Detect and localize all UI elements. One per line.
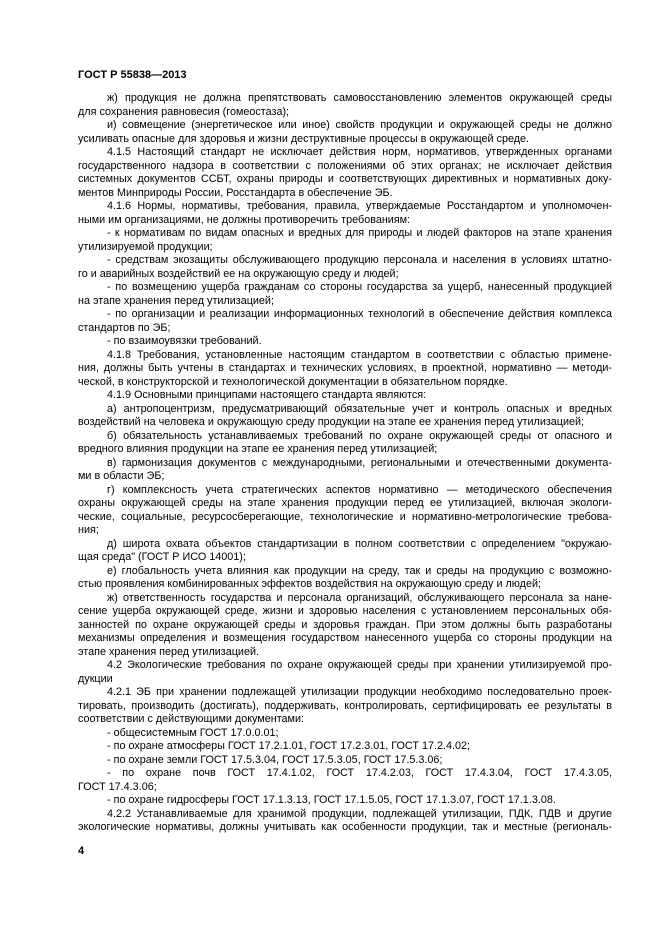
text-line: занностей по охране окружающей среды и здоровья граждан. При этом должны быть разработаны: [78, 618, 612, 631]
paragraph: [78, 389, 612, 403]
paragraph: [78, 794, 612, 808]
text-line: 4.2.2 Устанавливаемые для хранимой продукции, подлежащей утилизации, ПДК, ПДВ и другие: [107, 807, 612, 820]
text-line: - по организации и реализации информационных технологий в обеспечение действия комплекса: [107, 308, 612, 320]
paragraph: [78, 119, 612, 146]
page-number: 4: [78, 845, 85, 857]
text-line: - по взаимоувязки требований.: [107, 335, 262, 347]
text-line: ния, должны быть учтены в стандартах и технических условиях, в проектной, нормативно — методи-: [78, 362, 612, 374]
paragraph: [78, 484, 612, 538]
text-line: вредного влияния продукции на этапе ее хранения перед утилизацией;: [78, 443, 438, 455]
text-line: механизмы определения и возмещения государством нанесенного ущерба со стороны продукции на: [78, 632, 612, 644]
text-line: для сохранения равновесия (гомеостаза);: [78, 105, 290, 118]
text-line: го и аварийных воздействий ее на окружающую среду и людей;: [78, 267, 399, 280]
paragraph: [78, 146, 612, 200]
paragraph: [78, 335, 612, 349]
paragraph: [78, 430, 612, 457]
text-line: д) широта охвата объектов стандартизации в полном соответствии с определением "окружаю-: [107, 537, 612, 550]
paragraph: [78, 565, 612, 592]
paragraph: [78, 254, 612, 281]
paragraph: [78, 227, 612, 254]
document-header: ГОСТ Р 55838—2013: [78, 69, 187, 81]
text-line: стандартов по ЭБ;: [78, 321, 171, 334]
text-line: 4.1.5 Настоящий стандарт не исключает действия норм, нормативов, утвержденных органами: [107, 146, 612, 158]
paragraph: [78, 92, 612, 119]
text-line: - общесистемным ГОСТ 17.0.0.01;: [107, 726, 279, 739]
text-line: воздействий на человека и окружающую среду продукции на этапе ее хранения перед утилизацией;: [78, 416, 585, 428]
text-line: ментов Минприроды России, Росстандарта в обеспечение ЭБ.: [78, 186, 393, 199]
text-line: ческой, в конструкторской и технологической документации в обязательном порядке.: [78, 375, 508, 388]
text-line: г) комплексность учета стратегических аспектов нормативно — методического обеспечения: [107, 483, 612, 496]
text-line: утилизируемой продукции;: [78, 240, 213, 253]
text-line: ж) продукция не должна препятствовать самовосстановлению элементов окружающей среды: [107, 92, 612, 104]
text-line: ми в области ЭБ;: [78, 470, 165, 482]
text-line: - средствам экозащиты обслуживающего продукцию персонала и населения в условиях штатно-: [107, 254, 612, 266]
document-body: [78, 92, 612, 835]
text-line: охраны окружающей среды на этапе хранения продукции перед ее утилизацией, включая экологи-: [78, 497, 612, 509]
paragraph: [78, 403, 612, 430]
text-line: 4.1.9 Основными принципами настоящего стандарта являются:: [107, 389, 427, 401]
paragraph: [78, 308, 612, 335]
paragraph: [78, 457, 612, 484]
paragraph: [78, 538, 612, 565]
text-line: а) антропоцентризм, предусматривающий обязательные учет и контроль опасных и вредных: [107, 402, 612, 415]
text-line: соответствии с действующими документами:: [78, 713, 305, 725]
text-line: - по охране земли ГОСТ 17.5.3.04, ГОСТ 17.5.3.05, ГОСТ 17.5.3.06;: [107, 753, 443, 766]
paragraph: [78, 281, 612, 308]
text-line: стью проявления комбинированных эффектов воздействия на окружающую среду и людей;: [78, 578, 541, 590]
text-line: системных документов ССБТ, охраны природы и соответствующих директивных и нормативных доку-: [78, 173, 612, 185]
text-line: сение ущерба окружающей среде, жизни и здоровью населения с установлением персональных обя-: [78, 605, 612, 617]
text-line: тировать, производить (достигать), поддерживать, контролировать, сертифицировать ее результаты в: [78, 699, 612, 712]
paragraph: [78, 592, 612, 660]
text-line: дукции: [78, 672, 113, 685]
paragraph: [78, 727, 612, 741]
paragraph: [78, 754, 612, 768]
text-line: экологические нормативы, должны учитывать как особенности продукции, так и местные (региональ-: [78, 821, 612, 833]
text-line: ния;: [78, 524, 99, 536]
paragraph: [78, 659, 612, 686]
text-line: государственного надзора в соответствии с положениями об этих органах; не исключает действия: [78, 159, 612, 172]
text-line: щая среда" (ГОСТ Р ИСО 14001);: [78, 551, 246, 563]
text-line: 4.1.6 Нормы, нормативы, требования, правила, утверждаемые Росстандартом и уполномочен-: [107, 200, 612, 212]
text-line: ческие, социальные, ресурсосберегающие, технологические и нормативно-метрологические требова-: [78, 510, 612, 523]
text-line: усиливать опасные для здоровья и жизни деструктивные процессы в окружающей среде.: [78, 132, 530, 145]
text-line: ными им организациями, не должны противоречить требованиям:: [78, 213, 411, 226]
text-line: в) гармонизация документов с международными, региональными и отечественными документа-: [107, 456, 612, 469]
text-line: 4.1.8 Требования, установленные настоящим стандартом в соответствии с областью примене-: [107, 348, 612, 361]
paragraph: [78, 767, 612, 794]
text-line: ж) ответственность государства и персонала организаций, обслуживающего персонала за нане-: [107, 591, 612, 604]
text-line: 4.2 Экологические требования по охране окружающей среды при хранении утилизируемой про-: [107, 659, 612, 671]
text-line: б) обязательность устанавливаемых требований по охране окружающей среды от опасного и: [107, 429, 612, 442]
text-line: на этапе хранения перед утилизацией;: [78, 294, 274, 307]
text-line: е) глобальность учета влияния как продукции на среду, так и среды на продукцию с возможно-: [107, 564, 612, 577]
text-line: - по охране атмосферы ГОСТ 17.2.1.01, ГОСТ 17.2.3.01, ГОСТ 17.2.4.02;: [107, 740, 470, 752]
paragraph: [78, 686, 612, 727]
paragraph: [78, 349, 612, 390]
paragraph: [78, 200, 612, 227]
text-line: и) совмещение (энергетическое или иное) свойств продукции и окружающей среды не должно: [107, 119, 612, 131]
text-line: этапе хранения перед утилизацией.: [78, 645, 260, 658]
text-line: ГОСТ 17.4.3.06;: [78, 780, 157, 793]
text-line: 4.2.1 ЭБ при хранении подлежащей утилизации продукции необходимо последовательно проек-: [107, 686, 612, 698]
text-line: - по охране почв ГОСТ 17.4.1.02, ГОСТ 17.4.2.03, ГОСТ 17.4.3.04, ГОСТ 17.4.3.05,: [107, 767, 612, 779]
text-line: - по охране гидросферы ГОСТ 17.1.3.13, ГОСТ 17.1.5.05, ГОСТ 17.1.3.07, ГОСТ 17.1.3.08.: [107, 794, 556, 806]
paragraph: [78, 808, 612, 835]
text-line: - к нормативам по видам опасных и вредных для природы и людей факторов на этапе хранения: [107, 227, 612, 239]
paragraph: [78, 740, 612, 754]
text-line: - по возмещению ущерба гражданам со стороны государства за ущерб, нанесенный продукцией: [107, 281, 612, 293]
